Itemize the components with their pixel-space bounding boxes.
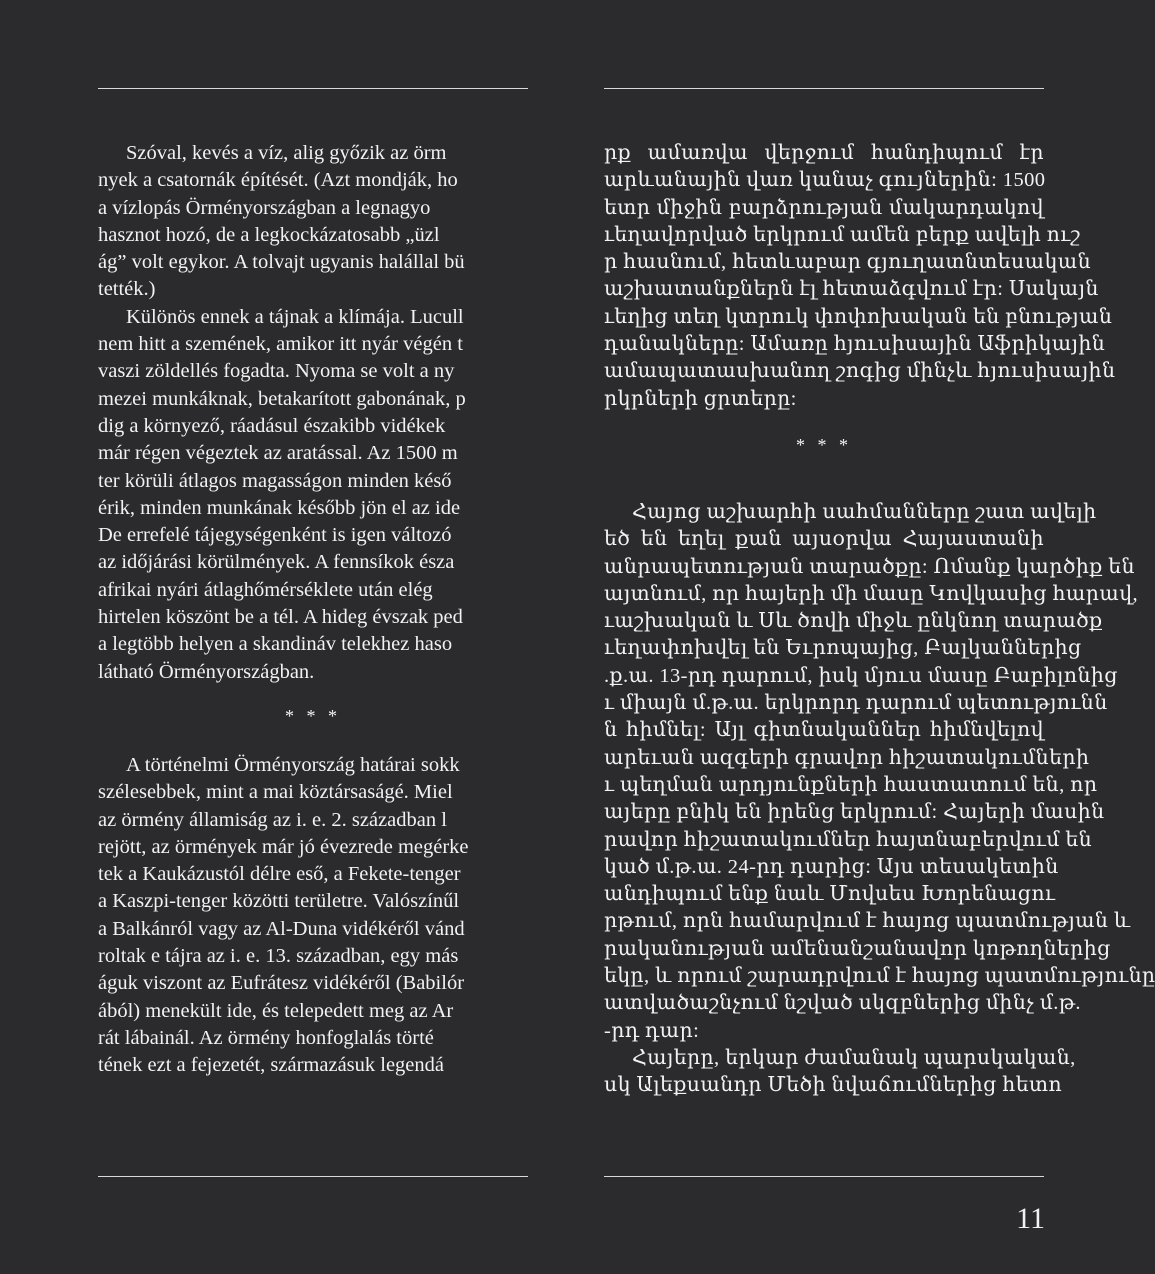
text-line: A történelmi Örményország határai sokk <box>126 753 460 776</box>
top-rule-left <box>98 88 528 89</box>
text-line: dig a környező, ráadásul északibb vidékek <box>98 414 446 437</box>
text-line: ւեղափոխվել են Եւրոպայից, Բալկաններից <box>604 637 1082 660</box>
text-line: Հայերը, երկար ժամանակ պարսկական, <box>632 1046 1076 1069</box>
text-line: rejött, az örmények már jó évezrede megérke <box>98 835 469 858</box>
text-line: աշխատանքներն էլ հետաձգվում էր: Սակայն <box>604 278 1099 301</box>
text-line: ából) menekült ide, és telepedett meg az Ar <box>98 999 454 1022</box>
text-line: nem hitt a szemének, amikor itt nyár végén t <box>98 333 463 356</box>
text-line: ր հասնում, հետևաբար գյուղատնտեսական <box>604 251 1092 274</box>
text-line: De errefelé tájegységenként is igen változó <box>98 524 452 547</box>
text-line: a vízlopás Örményországban a legnagyo <box>98 196 431 219</box>
text-line: անրապետության տարածքը: Ոմանք կարծիք են <box>604 555 1135 578</box>
text-line: եծ են եղել քան այսօրվա Հայաստանի <box>604 528 1044 551</box>
text-line: ւեղից տեղ կտրուկ փոփոխական են բնության <box>604 305 1113 328</box>
text-line: րականության ամենանշանավոր կոթողներից <box>604 937 1111 960</box>
left-paragraph-3 <box>98 752 528 1080</box>
page-number: 11 <box>1016 1202 1045 1235</box>
text-line: hasznot hozó, de a legkockázatosabb „üzl <box>98 223 440 246</box>
text-line: եկը, և որում շարադրվում է հայոց պատմությունը <box>604 965 1155 988</box>
right-separator: * * * <box>796 434 852 455</box>
text-line: már régen végeztek az aratással. Az 1500 m <box>98 442 458 465</box>
text-line: águk viszont az Eufrátesz vidékéről (Babilór <box>98 972 465 995</box>
bottom-rule-left <box>98 1176 528 1177</box>
text-line: a legtöbb helyen a skandináv telekhez haso <box>98 633 453 656</box>
text-line: tének ezt a fejezetét, származásuk legendá <box>98 1054 445 1077</box>
right-paragraph-1 <box>604 140 1116 413</box>
text-line: Szóval, kevés a víz, alig győzik az örm <box>126 142 447 164</box>
text-line: ամապատասխանող շոգից մինչև հյուսիսային <box>604 360 1116 383</box>
text-line: érik, minden munkának később jön el az ide <box>98 496 461 519</box>
left-column <box>98 140 528 1100</box>
text-line: roltak e tájra az i. e. 13. században, egy más <box>98 945 459 968</box>
text-line: րթում, որն համարվում է հայոց պատմության և <box>604 910 1131 933</box>
text-line: րք ամառվա վերջում հանդիպում էր <box>604 142 1044 164</box>
text-line: a Balkánról vagy az Al-Duna vidékéről vánd <box>98 917 465 940</box>
left-separator: * * * <box>285 705 341 726</box>
right-paragraph-2 <box>604 499 1155 1045</box>
text-line: az örmény államiság az i. e. 2. században l <box>98 808 447 831</box>
text-line: ւաշխական և Սև ծովի միջև ընկնող տարածք <box>604 610 1103 633</box>
text-line: ն հիմնել: Այլ գիտնականներ հիմնվելով <box>604 719 1044 742</box>
text-line: ւ պեղման արդյունքների հաստատում են, որ <box>604 773 1098 796</box>
text-line: րավոր հիշատակումներ հայտնաբերվում են <box>604 828 1093 851</box>
text-line: դանակները: Ամառը հյուսիսային Աֆրիկային <box>604 333 1106 356</box>
text-line: ատվածաշնչում նշված սկզբներից մինչ մ.թ. <box>604 992 1081 1015</box>
text-line: az időjárási körülmények. A fennsíkok észa <box>98 551 455 574</box>
text-line: սկ Ալեքսանդր Մեծի նվաճումներից հետո <box>604 1074 1063 1097</box>
text-line: ետր միջին բարձրության մակարդակով <box>604 196 1044 219</box>
text-line: -րդ դար: <box>604 1019 700 1042</box>
text-line: mezei munkáknak, betakarított gabonának, p <box>98 387 466 410</box>
text-line: látható Örményországban. <box>98 660 315 683</box>
text-line: ter körüli átlagos magasságon minden késő <box>98 469 452 492</box>
text-line: Հայոց աշխարհի սահմանները շատ ավելի <box>632 500 1097 523</box>
text-line: կած մ.թ.ա. 24-րդ դարից: Այս տեսակետին <box>604 855 1059 878</box>
text-line: vaszi zöldellés fogadta. Nyoma se volt a ny <box>98 360 455 383</box>
text-line: nyek a csatornák építését. (Azt mondják, ho <box>98 169 458 192</box>
text-line: afrikai nyári átlaghőmérséklete után elég <box>98 578 433 601</box>
text-line: րկրների ցրտերը: <box>604 387 797 410</box>
text-line: szélesebbek, mint a mai köztársaságé. Miel <box>98 781 453 804</box>
text-line: անդիպում ենք նաև Մովսես Խորենացու <box>604 883 1056 906</box>
text-line: a Kaszpi-tenger közötti területre. Valószínűl <box>98 890 460 913</box>
text-line: այերը բնիկ են իրենց երկրում: Հայերի մասին <box>604 801 1105 824</box>
left-paragraph-1 <box>98 140 528 304</box>
text-line: արևանային վառ կանաչ գույներին: 1500 <box>604 169 1046 192</box>
text-line: Különös ennek a tájnak a klímája. Lucull <box>126 305 464 328</box>
text-line: tek a Kaukázustól délre eső, a Fekete-tenger <box>98 863 461 886</box>
text-line: tették.) <box>98 278 156 301</box>
text-line: .ք.ա. 13-րդ դարում, իսկ մյուս մասը Բաբիլոնից <box>604 664 1118 687</box>
text-line: այտնում, որ հայերի մի մասը Կովկասից հարավ, <box>604 582 1139 605</box>
text-line: rát lábainál. Az örmény honfoglalás törté <box>98 1026 434 1049</box>
top-rule-right <box>604 88 1044 89</box>
text-line: արեւան ազգերի գրավոր հիշատակումների <box>604 746 1090 769</box>
text-line: ւեղավորված երկրում ամեն բերք ավելի ուշ <box>604 223 1081 246</box>
right-column <box>604 140 1155 1100</box>
text-line: hirtelen köszönt be a tél. A hideg évszak ped <box>98 606 463 629</box>
bottom-rule-right <box>604 1176 1044 1177</box>
right-paragraph-3 <box>604 1045 1076 1100</box>
text-line: ւ միայն մ.թ.ա. երկրորդ դարում պետությունն <box>604 692 1108 715</box>
text-line: ág” volt egykor. A tolvajt ugyanis halállal bü <box>98 251 465 274</box>
left-paragraph-2 <box>98 304 528 686</box>
